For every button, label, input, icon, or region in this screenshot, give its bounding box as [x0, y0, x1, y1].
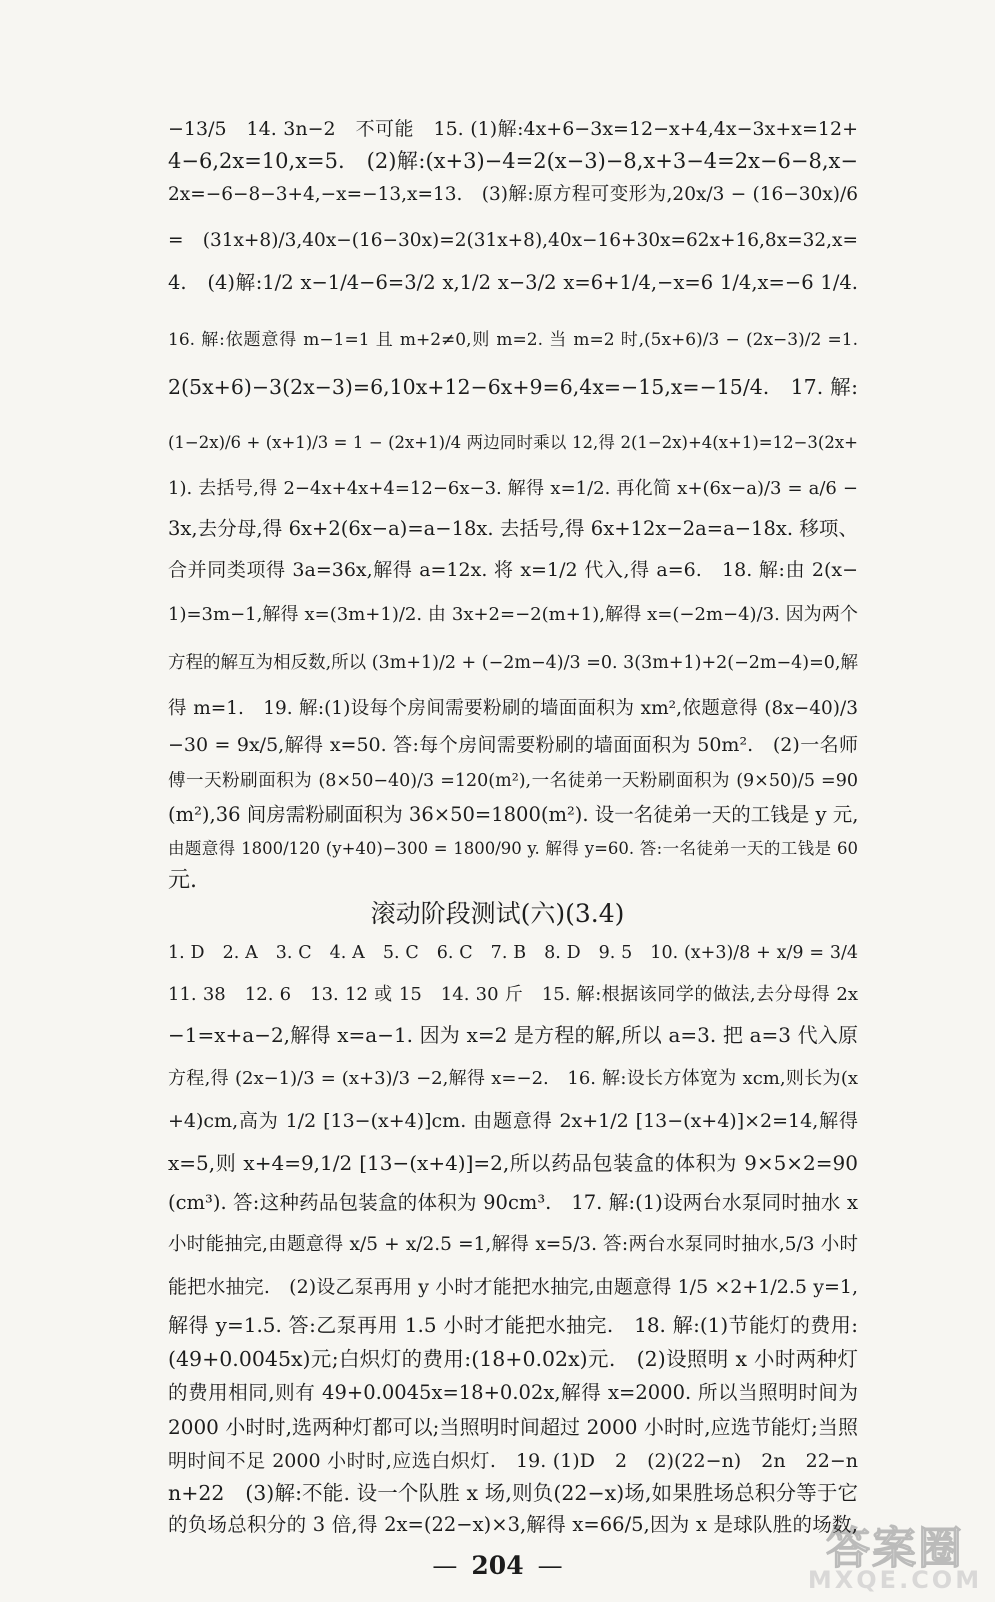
- text-line: 1. D 2. A 3. C 4. A 5. C 6. C 7. B 8. D 9. 5 10. (x+3)/8 + x/9 = 3/4: [168, 943, 858, 963]
- text-line: 明时间不足 2000 小时时,应选白炽灯. 19. (1)D 2 (2)(22−n) 2n 22−n: [168, 1450, 858, 1472]
- text-line: n+22 (3)解:不能. 设一个队胜 x 场,则负(22−x)场,如果胜场总积分等于它: [168, 1481, 858, 1505]
- text-line: 元.: [168, 868, 197, 893]
- text-line: 解得 y=1.5. 答:乙泵再用 1.5 小时才能把水抽完. 18. 解:(1)节能灯的费用:: [168, 1313, 858, 1337]
- text-line: 3x,去分母,得 6x+2(6x−a)=a−18x. 去括号,得 6x+12x−2a=a−18x. 移项、: [168, 517, 858, 540]
- text-line: 2(5x+6)−3(2x−3)=6,10x+12−6x+9=6,4x=−15,x=−15/4. 17. 解:: [168, 375, 858, 399]
- watermark-logo-text: 答案圈: [826, 1523, 964, 1574]
- text-line: 11. 38 12. 6 13. 12 或 15 14. 30 斤 15. 解:根据该同学的做法,去分母得 2x: [168, 984, 858, 1005]
- text-line: (m²),36 间房需粉刷面积为 36×50=1800(m²). 设一名徒弟一天的工钱是 y 元,: [168, 803, 859, 826]
- text-line: (1−2x)/6 + (x+1)/3 = 1 − (2x+1)/4 两边同时乘以 12,得 2(1−2x)+4(x+1)=12−3(2x+: [168, 433, 858, 452]
- text-line: −1=x+a−2,解得 x=a−1. 因为 x=2 是方程的解,所以 a=3. 把 a=3 代入原: [168, 1023, 858, 1047]
- text-line: 1)=3m−1,解得 x=(3m+1)/2. 由 3x+2=−2(m+1),解得 x=(−2m−4)/3. 因为两个: [168, 604, 858, 625]
- watermark-url: MXQE.COM: [807, 1566, 983, 1594]
- text-line: 的负场总积分的 3 倍,得 2x=(22−x)×3,解得 x=66/5,因为 x 是球队胜的场数,: [168, 1513, 858, 1536]
- text-line: 4. (4)解:1/2 x−1/4−6=3/2 x,1/2 x−3/2 x=6+1/4,−x=6 1/4,x=−6 1/4.: [168, 271, 858, 294]
- text-line: −13/5 14. 3n−2 不可能 15. (1)解:4x+6−3x=12−x+4,4x−3x+x=12+: [168, 118, 858, 140]
- page-number: — 204 —: [432, 1551, 563, 1580]
- text-line: (cm³). 答:这种药品包装盒的体积为 90cm³. 17. 解:(1)设两台水泵同时抽水 x: [168, 1191, 858, 1214]
- text-line: 傅一天粉刷面积为 (8×50−40)/3 =120(m²),一名徒弟一天粉刷面积为 (9×50)/5 =90: [168, 771, 858, 791]
- text-line: 2x=−6−8−3+4,−x=−13,x=13. (3)解:原方程可变形为,20x/3 − (16−30x)/6: [168, 184, 858, 205]
- text-line: 4−6,2x=10,x=5. (2)解:(x+3)−4=2(x−3)−8,x+3−4=2x−6−8,x−: [168, 149, 858, 173]
- text-line: 的费用相同,则有 49+0.0045x=18+0.02x,解得 x=2000. 所以当照明时间为: [168, 1381, 858, 1404]
- section-heading: 滚动阶段测试(六)(3.4): [370, 899, 625, 928]
- text-line: 由题意得 1800/120 (y+40)−300 = 1800/90 y. 解得 y=60. 答:一名徒弟一天的工钱是 60: [168, 839, 858, 858]
- text-line: 2000 小时时,选两种灯都可以;当照明时间超过 2000 小时时,应选节能灯;当照: [168, 1415, 858, 1439]
- page-number-value: 204: [471, 1551, 524, 1580]
- text-line: 方程的解互为相反数,所以 (3m+1)/2 + (−2m−4)/3 =0. 3(3m+1)+2(−2m−4)=0,解: [168, 653, 858, 673]
- text-line: 方程,得 (2x−1)/3 = (x+3)/3 −2,解得 x=−2. 16. 解:设长方体宽为 xcm,则长为(x: [168, 1068, 858, 1089]
- text-line: (49+0.0045x)元;白炽灯的费用:(18+0.02x)元. (2)设照明 x 小时两种灯: [168, 1347, 858, 1371]
- text-line: 能把水抽完. (2)设乙泵再用 y 小时才能把水抽完,由题意得 1/5 ×2+1/2.5 y=1,: [168, 1276, 858, 1298]
- text-line: −30 = 9x/5,解得 x=50. 答:每个房间需要粉刷的墙面面积为 50m². (2)一名师: [168, 734, 858, 756]
- text-line: = (31x+8)/3,40x−(16−30x)=2(31x+8),40x−16+30x=62x+16,8x=32,x=: [168, 230, 858, 251]
- text-line: x=5,则 x+4=9,1/2 [13−(x+4)]=2,所以药品包装盒的体积为 9×5×2=90: [168, 1151, 858, 1175]
- text-line: 合并同类项得 3a=36x,解得 a=12x. 将 x=1/2 代入,得 a=6. 18. 解:由 2(x−: [168, 559, 858, 581]
- text-line: +4)cm,高为 1/2 [13−(x+4)]cm. 由题意得 2x+1/2 [13−(x+4)]×2=14,解得: [168, 1110, 858, 1132]
- text-line: 得 m=1. 19. 解:(1)设每个房间需要粉刷的墙面面积为 xm²,依题意得 (8x−40)/3: [168, 698, 858, 719]
- text-line: 16. 解:依题意得 m−1=1 且 m+2≠0,则 m=2. 当 m=2 时,(5x+6)/3 − (2x−3)/2 =1.: [168, 330, 858, 350]
- text-line: 1). 去括号,得 2−4x+4x+4=12−6x−3. 解得 x=1/2. 再化简 x+(6x−a)/3 = a/6 −: [168, 478, 858, 499]
- text-line: 小时能抽完,由题意得 x/5 + x/2.5 =1,解得 x=5/3. 答:两台水泵同时抽水,5/3 小时: [168, 1234, 858, 1255]
